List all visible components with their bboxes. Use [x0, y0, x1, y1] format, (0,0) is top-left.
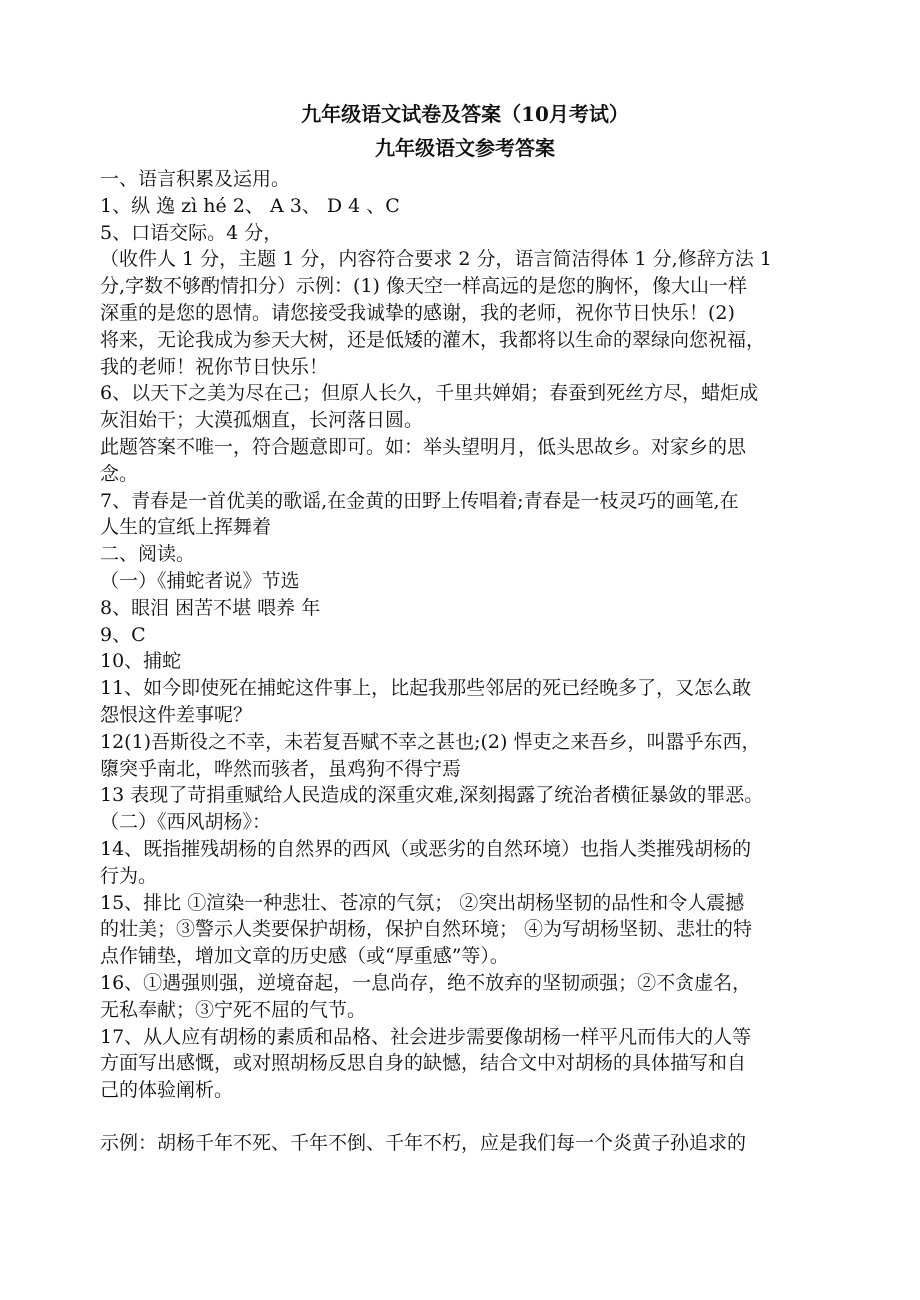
text-line: （一）《捕蛇者说》节选 [100, 569, 300, 592]
text-line: 13 表现了苛捐重赋给人民造成的深重灾难,深刻揭露了统治者横征暴敛的罪恶。 [100, 784, 764, 807]
document-content [100, 100, 830, 1157]
text-line: 己的体验阐析。 [100, 1079, 234, 1102]
text-line: 16、①遇强则强，逆境奋起，一息尚存，绝不放弃的坚韧顽强；②不贪虚名， [100, 971, 752, 994]
text-line: 此题答案不唯一，符合题意即可。如：举头望明月，低头思故乡。对家乡的思 [100, 435, 747, 458]
text-line: 5、口语交际。4 分， [100, 221, 283, 244]
text-line: 分,字数不够酌情扣分）示例：(1) 像天空一样高远的是您的胸怀，像大山一样 [100, 275, 747, 298]
text-line: 7、青春是一首优美的歌谣,在金黄的田野上传唱着;青春是一枝灵巧的画笔,在 [100, 489, 739, 512]
text-line: 将来，无论我成为参天大树，还是低矮的灌木，我都将以生命的翠绿向您祝福， [100, 328, 766, 351]
text-line: 二、阅读。 [100, 543, 196, 566]
text-line: 17、从人应有胡杨的素质和品格、社会进步需要像胡杨一样平凡而伟大的人等 [100, 1025, 752, 1048]
text-line: 行为。 [100, 864, 158, 887]
text-line: （二）《西风胡杨》： [100, 811, 272, 834]
answer-body [100, 166, 830, 1157]
text-line: 念。 [100, 462, 139, 485]
text-line: 8、眼泪 困苦不堪 喂养 年 [100, 596, 321, 619]
text-line: 6、以天下之美为尽在己；但原人长久，千里共婵娟；春蚕到死丝方尽，蜡炬成 [100, 382, 759, 405]
text-line: 9、C [100, 623, 146, 646]
text-line: 灰泪始干；大漠孤烟直，长河落日圆。 [100, 409, 424, 432]
text-line: 点作铺垫，增加文章的历史感（或“厚重感”等）。 [100, 945, 509, 968]
text-line: 14、既指摧残胡杨的自然界的西风（或恶劣的自然环境）也指人类摧残胡杨的 [100, 837, 752, 860]
text-line: 方面写出感慨，或对照胡杨反思自身的缺憾，结合文中对胡杨的具体描写和自 [100, 1052, 747, 1075]
text-line: 我的老师！祝你节日快乐！ [100, 355, 329, 378]
text-line: 一、语言积累及运用。 [100, 168, 291, 190]
text-line: 怨恨这件差事呢？ [100, 703, 253, 726]
text-line: 1、纵 逸 zì hé 2、 A 3、 D 4 、C [100, 194, 400, 217]
text-line: 隳突乎南北，哗然而骇者，虽鸡狗不得宁焉 [100, 757, 462, 780]
text-line: 无私奉献；③宁死不屈的气节。 [100, 998, 367, 1021]
text-line: 15、排比 ①渲染一种悲壮、苍凉的气氛； ②突出胡杨坚韧的品性和令人震撼 [100, 891, 745, 914]
text-line: 10、捕蛇 [100, 650, 182, 673]
text-line: 示例：胡杨千年不死、千年不倒、千年不朽，应是我们每一个炎黄子孙追求的 [100, 1131, 747, 1154]
text-line: 的壮美；③警示人类要保护胡杨，保护自然环境； ④为写胡杨坚韧、悲壮的特 [100, 918, 753, 941]
document-title: 九年级语文试卷及答案（10月考试） [301, 102, 629, 126]
text-line: 人生的宣纸上挥舞着 [100, 516, 272, 539]
document-subtitle: 九年级语文参考答案 [375, 136, 555, 160]
text-line: （收件人 1 分，主题 1 分，内容符合要求 2 分，语言简洁得体 1 分,修辞方法 1 [100, 248, 772, 271]
text-line: 11、如今即使死在捕蛇这件事上，比起我那些邻居的死已经晚多了，又怎么敢 [100, 677, 752, 700]
text-line: 12(1)吾斯役之不幸，未若复吾赋不幸之甚也;(2) 悍吏之来吾乡，叫嚣乎东西， [100, 730, 761, 753]
text-line: 深重的是您的恩情。请您接受我诚挚的感谢，我的老师，祝你节日快乐！(2) [100, 301, 735, 324]
